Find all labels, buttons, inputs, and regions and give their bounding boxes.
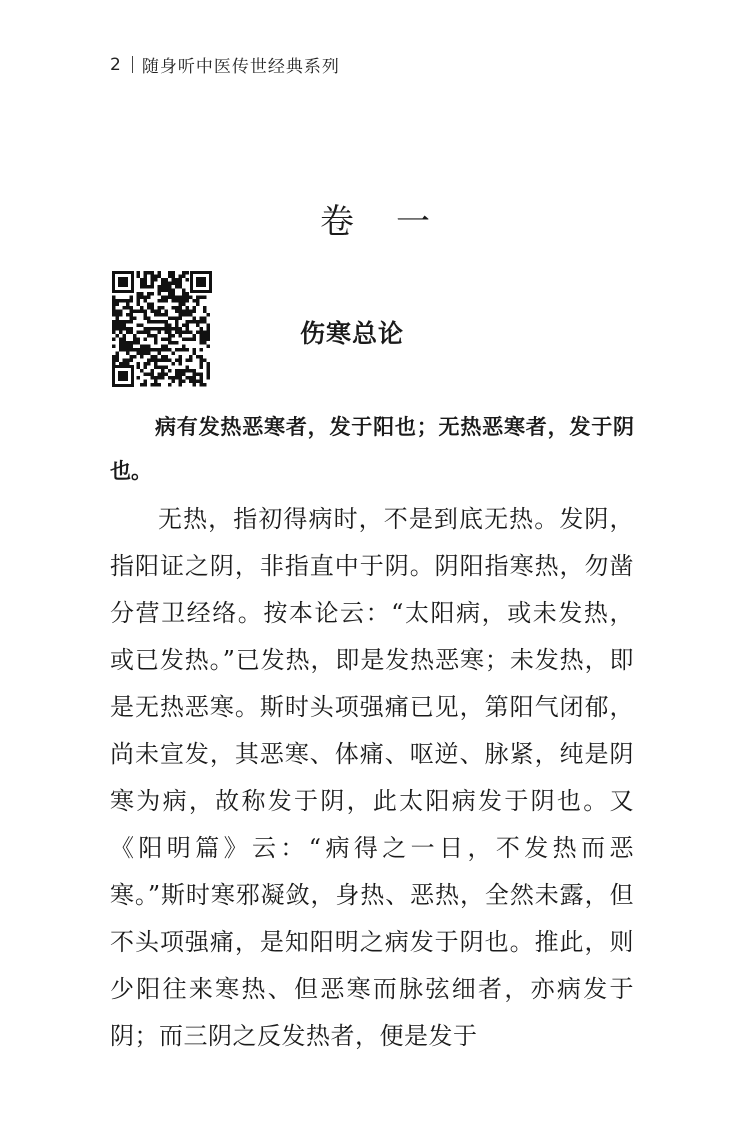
header-divider — [132, 56, 133, 73]
page-number: 2 — [110, 54, 122, 75]
qr-code-icon — [110, 269, 214, 389]
running-header — [110, 52, 340, 77]
volume-title: 卷一 — [320, 202, 472, 242]
series-title: 随身听中医传世经典系列 — [141, 57, 340, 77]
commentary-paragraph: 无热，指初得病时，不是到底无热。发阴，指阳证之阴，非指直中于阴。阴阳指寒热，勿凿分营卫经络。按本论云：“太阳病，或未发热，或已发热。”已发热，即是发热恶寒；未发热，即是无热恶寒。斯时头项强痛已见，第阳气闭郁，尚未宣发，其恶寒、体痛、呕逆、脉紧，纯是阴寒为病，故称发于阴，此太阳病发于阴也。又《阳明篇》云：“病得之一日，不发热而恶寒。”斯时寒邪凝敛，身热、恶热，全然未露，但不头项强痛，是知阳明之病发于阴也。推此，则少阳往来寒热、但恶寒而脉弦细者，亦病发于阴；而三阴之反发热者，便是发于 — [110, 505, 634, 1050]
classic-verse: 病有发热恶寒者，发于阳也；无热恶寒者，发于阴也。 — [110, 415, 634, 483]
section-title: 伤寒总论 — [300, 319, 405, 348]
